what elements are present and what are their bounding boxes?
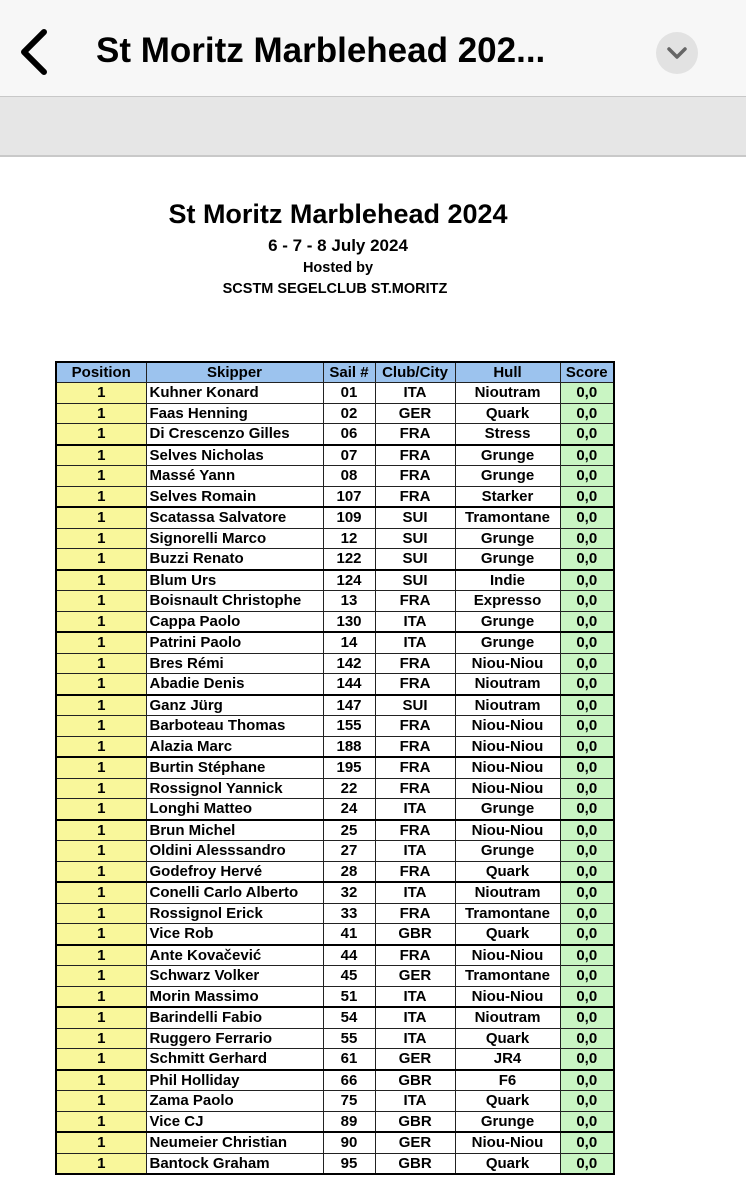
cell-hull: Niou-Niou <box>455 757 560 778</box>
cell-position: 1 <box>56 445 146 466</box>
table-row <box>56 1111 614 1132</box>
table-row <box>56 1070 614 1091</box>
cell-position: 1 <box>56 986 146 1007</box>
cell-club: ITA <box>375 1028 455 1049</box>
table-row <box>56 549 614 570</box>
cell-club: ITA <box>375 799 455 820</box>
cell-hull: Niou-Niou <box>455 820 560 841</box>
cell-skipper: Boisnault Christophe <box>146 591 323 612</box>
cell-hull: Stress <box>455 424 560 445</box>
cell-sail: 12 <box>323 528 375 549</box>
cell-sail: 107 <box>323 486 375 507</box>
cell-position: 1 <box>56 528 146 549</box>
cell-hull: Quark <box>455 403 560 424</box>
cell-skipper: Selves Nicholas <box>146 445 323 466</box>
cell-club: SUI <box>375 507 455 528</box>
cell-sail: 27 <box>323 841 375 862</box>
cell-position: 1 <box>56 611 146 632</box>
cell-skipper: Ante Kovačević <box>146 945 323 966</box>
cell-sail: 109 <box>323 507 375 528</box>
cell-hull: Grunge <box>455 549 560 570</box>
cell-sail: 61 <box>323 1049 375 1070</box>
cell-skipper: Buzzi Renato <box>146 549 323 570</box>
cell-club: SUI <box>375 549 455 570</box>
cell-club: GBR <box>375 1153 455 1174</box>
cell-hull: Indie <box>455 570 560 591</box>
cell-position: 1 <box>56 1070 146 1091</box>
cell-club: ITA <box>375 882 455 903</box>
cell-sail: 124 <box>323 570 375 591</box>
table-row <box>56 383 614 404</box>
cell-club: SUI <box>375 695 455 716</box>
cell-sail: 02 <box>323 403 375 424</box>
cell-club: SUI <box>375 570 455 591</box>
header-sail: Sail # <box>323 362 375 383</box>
cell-score: 0,0 <box>560 799 614 820</box>
cell-skipper: Bantock Graham <box>146 1153 323 1174</box>
cell-club: FRA <box>375 757 455 778</box>
cell-hull: Nioutram <box>455 1007 560 1028</box>
cell-position: 1 <box>56 820 146 841</box>
cell-club: FRA <box>375 861 455 882</box>
cell-hull: Quark <box>455 861 560 882</box>
chevron-down-icon <box>656 32 698 74</box>
cell-club: FRA <box>375 486 455 507</box>
cell-position: 1 <box>56 424 146 445</box>
header-score: Score <box>560 362 614 383</box>
cell-sail: 55 <box>323 1028 375 1049</box>
cell-score: 0,0 <box>560 611 614 632</box>
table-row <box>56 882 614 903</box>
cell-skipper: Phil Holliday <box>146 1070 323 1091</box>
toolbar-strip <box>0 97 746 157</box>
cell-hull: Nioutram <box>455 383 560 404</box>
cell-score: 0,0 <box>560 820 614 841</box>
navigation-bar <box>0 0 746 97</box>
cell-score: 0,0 <box>560 1007 614 1028</box>
cell-skipper: Signorelli Marco <box>146 528 323 549</box>
cell-sail: 147 <box>323 695 375 716</box>
cell-club: FRA <box>375 778 455 799</box>
cell-position: 1 <box>56 861 146 882</box>
table-row <box>56 716 614 737</box>
cell-position: 1 <box>56 903 146 924</box>
cell-club: ITA <box>375 383 455 404</box>
cell-hull: Quark <box>455 1028 560 1049</box>
cell-hull: Nioutram <box>455 882 560 903</box>
header-hull: Hull <box>455 362 560 383</box>
table-row <box>56 507 614 528</box>
cell-position: 1 <box>56 632 146 653</box>
cell-club: FRA <box>375 903 455 924</box>
cell-score: 0,0 <box>560 1132 614 1153</box>
cell-position: 1 <box>56 1153 146 1174</box>
cell-hull: Grunge <box>455 466 560 487</box>
cell-hull: Quark <box>455 1153 560 1174</box>
cell-position: 1 <box>56 674 146 695</box>
cell-skipper: Neumeier Christian <box>146 1132 323 1153</box>
cell-position: 1 <box>56 507 146 528</box>
cell-hull: Niou-Niou <box>455 945 560 966</box>
table-row <box>56 736 614 757</box>
cell-score: 0,0 <box>560 945 614 966</box>
cell-club: FRA <box>375 736 455 757</box>
cell-hull: Grunge <box>455 841 560 862</box>
cell-skipper: Blum Urs <box>146 570 323 591</box>
table-row <box>56 841 614 862</box>
cell-position: 1 <box>56 695 146 716</box>
cell-skipper: Brun Michel <box>146 820 323 841</box>
cell-sail: 130 <box>323 611 375 632</box>
cell-score: 0,0 <box>560 1049 614 1070</box>
cell-club: GBR <box>375 1070 455 1091</box>
cell-club: GER <box>375 1132 455 1153</box>
cell-hull: Nioutram <box>455 695 560 716</box>
cell-position: 1 <box>56 966 146 987</box>
cell-score: 0,0 <box>560 1070 614 1091</box>
cell-hull: F6 <box>455 1070 560 1091</box>
cell-skipper: Barboteau Thomas <box>146 716 323 737</box>
cell-position: 1 <box>56 570 146 591</box>
results-table <box>55 361 615 1175</box>
table-row <box>56 924 614 945</box>
cell-sail: 51 <box>323 986 375 1007</box>
cell-hull: Grunge <box>455 611 560 632</box>
cell-skipper: Conelli Carlo Alberto <box>146 882 323 903</box>
cell-skipper: Oldini Alesssandro <box>146 841 323 862</box>
cell-score: 0,0 <box>560 632 614 653</box>
cell-score: 0,0 <box>560 841 614 862</box>
cell-hull: Nioutram <box>455 674 560 695</box>
table-row <box>56 632 614 653</box>
table-row <box>56 591 614 612</box>
cell-position: 1 <box>56 486 146 507</box>
table-row <box>56 799 614 820</box>
cell-position: 1 <box>56 778 146 799</box>
cell-sail: 142 <box>323 653 375 674</box>
cell-score: 0,0 <box>560 903 614 924</box>
table-row <box>56 986 614 1007</box>
cell-score: 0,0 <box>560 986 614 1007</box>
cell-skipper: Burtin Stéphane <box>146 757 323 778</box>
cell-score: 0,0 <box>560 424 614 445</box>
cell-sail: 54 <box>323 1007 375 1028</box>
cell-club: GER <box>375 966 455 987</box>
cell-club: FRA <box>375 716 455 737</box>
cell-sail: 155 <box>323 716 375 737</box>
cell-position: 1 <box>56 383 146 404</box>
cell-sail: 188 <box>323 736 375 757</box>
header-position: Position <box>56 362 146 383</box>
cell-position: 1 <box>56 882 146 903</box>
cell-score: 0,0 <box>560 736 614 757</box>
cell-sail: 90 <box>323 1132 375 1153</box>
table-header-row <box>56 362 614 383</box>
cell-score: 0,0 <box>560 1153 614 1174</box>
table-row <box>56 1091 614 1112</box>
cell-club: GBR <box>375 924 455 945</box>
cell-sail: 28 <box>323 861 375 882</box>
cell-skipper: Massé Yann <box>146 466 323 487</box>
header-club: Club/City <box>375 362 455 383</box>
cell-position: 1 <box>56 716 146 737</box>
cell-skipper: Alazia Marc <box>146 736 323 757</box>
cell-hull: Niou-Niou <box>455 653 560 674</box>
cell-sail: 122 <box>323 549 375 570</box>
cell-score: 0,0 <box>560 591 614 612</box>
cell-skipper: Bres Rémi <box>146 653 323 674</box>
back-button[interactable] <box>14 24 54 80</box>
cell-sail: 66 <box>323 1070 375 1091</box>
table-row <box>56 1007 614 1028</box>
cell-skipper: Vice Rob <box>146 924 323 945</box>
cell-sail: 195 <box>323 757 375 778</box>
cell-score: 0,0 <box>560 924 614 945</box>
cell-score: 0,0 <box>560 1091 614 1112</box>
cell-club: FRA <box>375 945 455 966</box>
cell-sail: 44 <box>323 945 375 966</box>
cell-position: 1 <box>56 591 146 612</box>
cell-score: 0,0 <box>560 653 614 674</box>
cell-club: ITA <box>375 611 455 632</box>
table-row <box>56 778 614 799</box>
cell-hull: Quark <box>455 924 560 945</box>
table-row <box>56 861 614 882</box>
cell-club: FRA <box>375 445 455 466</box>
hosted-by-label: Hosted by <box>302 260 374 276</box>
cell-skipper: Vice CJ <box>146 1111 323 1132</box>
cell-position: 1 <box>56 1132 146 1153</box>
cell-hull: Niou-Niou <box>455 778 560 799</box>
cell-sail: 95 <box>323 1153 375 1174</box>
cell-position: 1 <box>56 1111 146 1132</box>
cell-skipper: Barindelli Fabio <box>146 1007 323 1028</box>
cell-score: 0,0 <box>560 695 614 716</box>
cell-score: 0,0 <box>560 445 614 466</box>
cell-club: ITA <box>375 841 455 862</box>
cell-sail: 45 <box>323 966 375 987</box>
cell-hull: Niou-Niou <box>455 716 560 737</box>
cell-club: GER <box>375 403 455 424</box>
cell-position: 1 <box>56 924 146 945</box>
document-title: St Moritz Marblehead 2024 <box>168 199 508 229</box>
cell-sail: 75 <box>323 1091 375 1112</box>
table-row <box>56 528 614 549</box>
cell-club: FRA <box>375 591 455 612</box>
cell-score: 0,0 <box>560 716 614 737</box>
table-row <box>56 445 614 466</box>
chevron-left-icon <box>14 24 54 80</box>
cell-position: 1 <box>56 1049 146 1070</box>
cell-sail: 41 <box>323 924 375 945</box>
table-row <box>56 653 614 674</box>
cell-sail: 08 <box>323 466 375 487</box>
cell-hull: Niou-Niou <box>455 736 560 757</box>
cell-sail: 33 <box>323 903 375 924</box>
cell-hull: Grunge <box>455 1111 560 1132</box>
cell-score: 0,0 <box>560 528 614 549</box>
cell-position: 1 <box>56 1028 146 1049</box>
table-row <box>56 695 614 716</box>
cell-skipper: Zama Paolo <box>146 1091 323 1112</box>
table-row <box>56 903 614 924</box>
cell-club: GBR <box>375 1111 455 1132</box>
cell-position: 1 <box>56 653 146 674</box>
cell-score: 0,0 <box>560 466 614 487</box>
table-row <box>56 1132 614 1153</box>
cell-hull: Niou-Niou <box>455 986 560 1007</box>
cell-skipper: Longhi Matteo <box>146 799 323 820</box>
cell-skipper: Faas Henning <box>146 403 323 424</box>
cell-score: 0,0 <box>560 383 614 404</box>
cell-sail: 07 <box>323 445 375 466</box>
cell-position: 1 <box>56 736 146 757</box>
cell-hull: Tramontane <box>455 507 560 528</box>
table-row <box>56 945 614 966</box>
cell-sail: 24 <box>323 799 375 820</box>
cell-skipper: Scatassa Salvatore <box>146 507 323 528</box>
cell-hull: JR4 <box>455 1049 560 1070</box>
cell-hull: Grunge <box>455 632 560 653</box>
cell-club: FRA <box>375 466 455 487</box>
cell-position: 1 <box>56 799 146 820</box>
table-row <box>56 486 614 507</box>
cell-club: FRA <box>375 424 455 445</box>
cell-position: 1 <box>56 1091 146 1112</box>
cell-skipper: Schwarz Volker <box>146 966 323 987</box>
cell-sail: 25 <box>323 820 375 841</box>
cell-hull: Tramontane <box>455 966 560 987</box>
cell-sail: 06 <box>323 424 375 445</box>
table-row <box>56 757 614 778</box>
cell-position: 1 <box>56 1007 146 1028</box>
cell-skipper: Di Crescenzo Gilles <box>146 424 323 445</box>
cell-position: 1 <box>56 549 146 570</box>
cell-score: 0,0 <box>560 778 614 799</box>
cell-skipper: Rossignol Yannick <box>146 778 323 799</box>
title-menu-button[interactable] <box>656 32 698 74</box>
cell-club: ITA <box>375 632 455 653</box>
cell-club: GER <box>375 1049 455 1070</box>
cell-skipper: Ganz Jürg <box>146 695 323 716</box>
cell-club: FRA <box>375 820 455 841</box>
cell-sail: 89 <box>323 1111 375 1132</box>
table-row <box>56 424 614 445</box>
cell-position: 1 <box>56 403 146 424</box>
cell-club: FRA <box>375 674 455 695</box>
cell-sail: 01 <box>323 383 375 404</box>
cell-score: 0,0 <box>560 757 614 778</box>
cell-skipper: Godefroy Hervé <box>146 861 323 882</box>
cell-hull: Starker <box>455 486 560 507</box>
page-title: St Moritz Marblehead 202... <box>96 31 546 70</box>
cell-sail: 13 <box>323 591 375 612</box>
table-row <box>56 966 614 987</box>
header-skipper: Skipper <box>146 362 323 383</box>
cell-score: 0,0 <box>560 861 614 882</box>
cell-skipper: Selves Romain <box>146 486 323 507</box>
cell-skipper: Ruggero Ferrario <box>146 1028 323 1049</box>
cell-club: FRA <box>375 653 455 674</box>
cell-skipper: Abadie Denis <box>146 674 323 695</box>
cell-hull: Tramontane <box>455 903 560 924</box>
table-row <box>56 466 614 487</box>
table-row <box>56 820 614 841</box>
cell-skipper: Morin Massimo <box>146 986 323 1007</box>
cell-score: 0,0 <box>560 882 614 903</box>
cell-score: 0,0 <box>560 1028 614 1049</box>
cell-score: 0,0 <box>560 486 614 507</box>
cell-position: 1 <box>56 945 146 966</box>
cell-sail: 32 <box>323 882 375 903</box>
cell-skipper: Cappa Paolo <box>146 611 323 632</box>
cell-sail: 14 <box>323 632 375 653</box>
table-row <box>56 570 614 591</box>
cell-score: 0,0 <box>560 507 614 528</box>
table-row <box>56 611 614 632</box>
cell-hull: Grunge <box>455 528 560 549</box>
cell-skipper: Schmitt Gerhard <box>146 1049 323 1070</box>
cell-score: 0,0 <box>560 966 614 987</box>
cell-hull: Niou-Niou <box>455 1132 560 1153</box>
table-row <box>56 1028 614 1049</box>
cell-score: 0,0 <box>560 549 614 570</box>
cell-sail: 22 <box>323 778 375 799</box>
document-dates: 6 - 7 - 8 July 2024 <box>268 236 408 255</box>
host-club: SCSTM SEGELCLUB ST.MORITZ <box>222 281 448 297</box>
cell-hull: Grunge <box>455 799 560 820</box>
cell-skipper: Patrini Paolo <box>146 632 323 653</box>
cell-club: SUI <box>375 528 455 549</box>
cell-hull: Quark <box>455 1091 560 1112</box>
cell-skipper: Rossignol Erick <box>146 903 323 924</box>
table-row <box>56 1049 614 1070</box>
cell-club: ITA <box>375 1091 455 1112</box>
cell-score: 0,0 <box>560 674 614 695</box>
table-row <box>56 1153 614 1174</box>
cell-score: 0,0 <box>560 570 614 591</box>
cell-position: 1 <box>56 466 146 487</box>
cell-sail: 144 <box>323 674 375 695</box>
cell-score: 0,0 <box>560 1111 614 1132</box>
table-row <box>56 403 614 424</box>
cell-club: ITA <box>375 986 455 1007</box>
cell-position: 1 <box>56 841 146 862</box>
cell-club: ITA <box>375 1007 455 1028</box>
cell-skipper: Kuhner Konard <box>146 383 323 404</box>
cell-score: 0,0 <box>560 403 614 424</box>
table-row <box>56 674 614 695</box>
cell-position: 1 <box>56 757 146 778</box>
cell-hull: Grunge <box>455 445 560 466</box>
cell-hull: Expresso <box>455 591 560 612</box>
